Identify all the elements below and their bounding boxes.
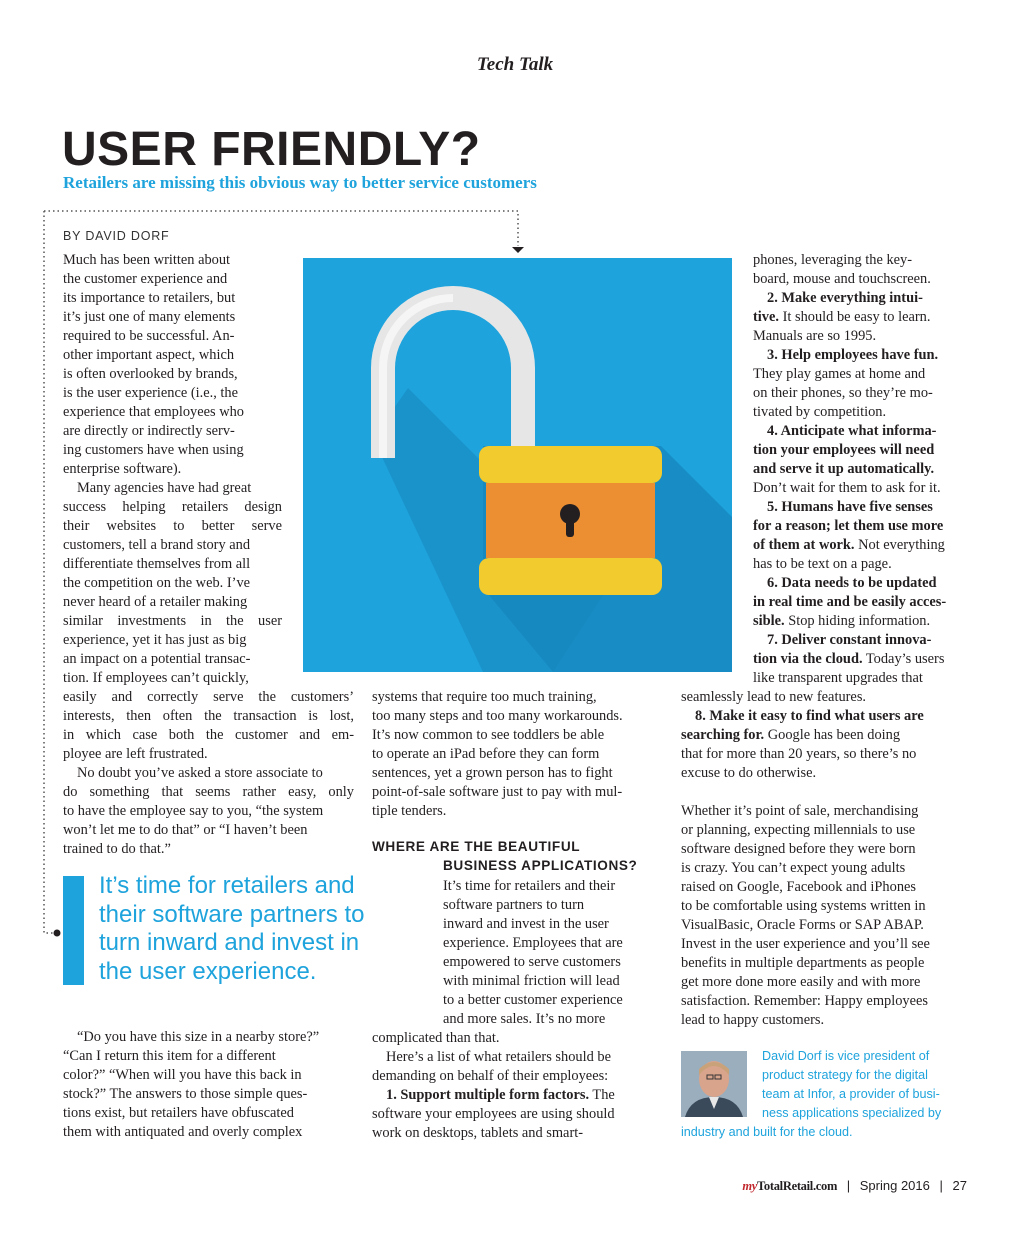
list-item-text: It should be easy to learn. — [778, 309, 931, 325]
list-line — [753, 327, 876, 346]
subheadline: Retailers are missing this obvious way to better service customers — [63, 173, 537, 192]
list-item-bold: 8. Make it easy to find what users are — [695, 708, 924, 724]
body-line: software partners to turn — [443, 897, 585, 913]
body-line: demanding on behalf of their employees: — [372, 1068, 609, 1084]
footer-separator: | — [846, 1178, 851, 1193]
list-item-text: that for more than 20 years, so there’s no — [681, 746, 917, 762]
list-line — [695, 707, 924, 726]
list-item-bold: 4. Anticipate what informa- — [767, 423, 937, 439]
list-item-text: They play games at home and — [753, 366, 926, 382]
body-line: them with antiquated and overly complex — [63, 1124, 303, 1140]
body-line: and more sales. It’s no more — [443, 1011, 606, 1027]
section-label: Tech Talk — [476, 54, 554, 75]
body-line: It’s now common to see toddlers be able — [372, 727, 605, 743]
list-item-bold: 6. Data needs to be updated — [767, 575, 937, 591]
list-line — [753, 441, 934, 460]
list-line — [753, 517, 943, 536]
body-line: is the user experience (i.e., the — [63, 385, 239, 401]
body-line: sentences, yet a grown person has to fight — [372, 765, 613, 781]
body-line: It’s time for retailers and their — [443, 878, 616, 894]
body-line: ployee are left frustrated. — [63, 746, 208, 762]
list-line — [767, 346, 938, 365]
body-line: raised on Google, Facebook and iPhones — [681, 879, 917, 895]
list-line — [767, 422, 936, 441]
body-line: experience, yet it has just as big — [63, 632, 247, 648]
body-line: stock?” The answers to those simple ques- — [63, 1086, 308, 1102]
author-portrait — [681, 1051, 747, 1117]
body-line: enterprise software). — [63, 461, 182, 477]
list-item-bold: searching for. — [681, 727, 765, 743]
list-item-bold: for a reason; let them use more — [753, 518, 944, 534]
list-item-text: Don’t wait for them to ask for it. — [753, 480, 941, 496]
body-line: in which case both the customer and em- — [63, 727, 354, 743]
body-line: lead to happy customers. — [681, 1012, 825, 1028]
list-item-text: like transparent upgrades that — [753, 670, 923, 686]
headline: USER FRIENDLY? — [62, 123, 481, 176]
author-bio-line: ness applications specialized by — [762, 1106, 942, 1120]
pull-quote-bar — [63, 876, 84, 985]
list-line — [753, 251, 912, 270]
body-line: won’t let me to do that” or “I haven’t been — [63, 822, 308, 838]
list-item-text: seamlessly lead to new features. — [681, 689, 867, 705]
body-line: empowered to serve customers — [443, 954, 621, 970]
body-line: Whether it’s point of sale, merchandising — [681, 803, 919, 819]
list-line — [753, 384, 933, 403]
body-line: Invest in the user experience and you’ll see — [681, 936, 930, 952]
body-line: Much has been written about — [63, 252, 231, 268]
list-item-bold: 1. Support multiple form factors. — [386, 1087, 590, 1103]
body-line: interests, then often the transaction is lost, — [63, 708, 354, 724]
list-item-text: Stop hiding information. — [784, 613, 931, 629]
body-line: software your employees are using should — [372, 1106, 615, 1122]
body-line: tion. If employees can’t quickly, — [63, 670, 249, 686]
list-item-bold: tion your employees will need — [753, 442, 935, 458]
list-line — [753, 612, 930, 631]
pull-quote-line: It’s time for retailers and — [99, 872, 355, 899]
list-item-text: board, mouse and touchscreen. — [753, 271, 931, 287]
list-line — [753, 536, 945, 555]
list-line — [681, 745, 916, 764]
body-line: ing customers have when using — [63, 442, 244, 458]
body-line: success helping retailers design — [63, 499, 282, 515]
body-line: experience that employees who — [63, 404, 245, 420]
list-line — [681, 726, 900, 745]
body-line: with minimal friction will lead — [443, 973, 620, 989]
body-line: are directly or indirectly serv- — [63, 423, 235, 439]
body-line: Here’s a list of what retailers should be — [386, 1049, 611, 1065]
list-line — [753, 460, 934, 479]
section-subhead: WHERE ARE THE BEAUTIFUL — [372, 839, 581, 854]
body-line: easily and correctly serve the customers’ — [63, 689, 354, 705]
body-line: never heard of a retailer making — [63, 594, 248, 610]
pull-quote-line: their software partners to — [99, 900, 365, 928]
footer-brand-my: my — [742, 1179, 758, 1193]
list-item-text: tivated by competition. — [753, 404, 887, 420]
list-item-text: phones, leveraging the key- — [753, 252, 913, 268]
body-line: benefits in multiple departments as people — [681, 955, 925, 971]
author-bio-line: David Dorf is vice president of — [762, 1049, 930, 1063]
list-item-text: The — [589, 1087, 615, 1103]
page-footer — [742, 1178, 967, 1194]
body-line: complicated than that. — [372, 1030, 500, 1046]
body-line: or planning, expecting millennials to use — [681, 822, 916, 838]
body-line: “Can I return this item for a different — [63, 1048, 276, 1064]
list-line — [753, 669, 923, 688]
list-line — [767, 631, 931, 650]
body-line: to be comfortable using systems written in — [681, 898, 926, 914]
body-line: point-of-sale software just to pay with mul- — [372, 784, 623, 800]
list-line — [753, 650, 944, 669]
list-line — [753, 270, 931, 289]
body-line: No doubt you’ve asked a store associate to — [77, 765, 323, 781]
list-item-bold: sible. — [753, 613, 785, 629]
list-item-bold: of them at work. — [753, 537, 855, 553]
list-item-text: Today’s users — [862, 651, 945, 667]
author-bio-line: product strategy for the digital — [762, 1068, 928, 1082]
section-subhead: BUSINESS APPLICATIONS? — [443, 858, 638, 873]
body-line: to have the employee say to you, “the system — [63, 803, 324, 819]
body-line: customers, tell a brand story and — [63, 537, 251, 553]
body-line: is often overlooked by brands, — [63, 366, 238, 382]
list-line — [753, 479, 941, 498]
body-line: the competition on the web. I’ve — [63, 575, 251, 591]
list-line — [753, 365, 925, 384]
list-item-text: Not everything — [854, 537, 945, 553]
byline: BY DAVID DORF — [63, 229, 170, 243]
list-item-bold: 7. Deliver constant innova- — [767, 632, 932, 648]
list-item-bold: 5. Humans have five senses — [767, 499, 933, 515]
list-item-bold: in real time and be easily acces- — [753, 594, 947, 610]
list-item-text: on their phones, so they’re mo- — [753, 385, 933, 401]
list-line — [753, 593, 946, 612]
pull-quote-line: turn inward and invest in — [99, 929, 360, 957]
list-item-bold: tion via the cloud. — [753, 651, 863, 667]
pull-quote — [99, 872, 364, 986]
author-bio-line: team at Infor, a provider of busi- — [762, 1087, 940, 1101]
list-item-bold: 3. Help employees have fun. — [767, 347, 939, 363]
body-line: VisualBasic, Oracle Forms or SAP ABAP. — [681, 917, 924, 933]
body-line: their websites to better serve — [63, 518, 282, 534]
list-item-bold: 2. Make everything intui- — [767, 290, 923, 306]
body-line: work on desktops, tablets and smart- — [372, 1125, 584, 1141]
list-line — [767, 289, 923, 308]
body-line: too many steps and too many workarounds. — [372, 708, 623, 724]
body-line: color?” “When will you have this back in — [63, 1067, 302, 1083]
body-line: required to be successful. An- — [63, 328, 235, 344]
list-item-1 — [386, 1086, 615, 1105]
body-line: get more done more easily and with more — [681, 974, 921, 990]
list-line — [753, 555, 892, 574]
body-line: “Do you have this size in a nearby store?” — [77, 1029, 320, 1045]
padlock-open-icon — [303, 258, 732, 672]
body-line: to operate an iPad before they can form — [372, 746, 600, 762]
body-line: differentiate themselves from all — [63, 556, 251, 572]
body-line: tiple tenders. — [372, 803, 447, 819]
body-line: satisfaction. Remember: Happy employees — [681, 993, 928, 1009]
list-item-text: Manuals are so 1995. — [753, 328, 877, 344]
list-item-text: Google has been doing — [764, 727, 901, 743]
body-line: tions exist, but retailers have obfuscated — [63, 1105, 294, 1121]
body-line: systems that require too much training, — [372, 689, 597, 705]
list-line — [767, 498, 933, 517]
footer-brand-name: TotalRetail.com — [757, 1179, 838, 1193]
body-line: trained to do that.” — [63, 841, 171, 857]
body-line: experience. Employees that are — [443, 935, 623, 951]
body-line: do something that seems rather easy, only — [63, 784, 354, 800]
body-line: is crazy. You can’t expect young adults — [681, 860, 906, 876]
pull-quote-line: the user experience. — [99, 957, 317, 985]
body-line: similar investments in the user — [63, 613, 282, 629]
list-line — [767, 574, 937, 593]
body-line: its importance to retailers, but — [63, 290, 236, 306]
footer-separator: | — [939, 1178, 943, 1193]
body-line: inward and invest in the user — [443, 916, 609, 932]
footer-page-number: 27 — [952, 1178, 967, 1193]
body-line: other important aspect, which — [63, 347, 235, 363]
body-line: an impact on a potential transac- — [63, 651, 251, 667]
footer-issue: Spring 2016 — [859, 1178, 930, 1193]
list-item-bold: tive. — [753, 309, 779, 325]
list-line — [753, 308, 930, 327]
padlock-illustration — [303, 258, 732, 672]
body-line: it’s just one of many elements — [63, 309, 236, 325]
footer-brand — [742, 1179, 837, 1193]
list-line — [753, 403, 886, 422]
body-line: to a better customer experience — [443, 992, 623, 1008]
list-item-bold: and serve it up automatically. — [753, 461, 935, 477]
list-line — [681, 764, 816, 783]
list-line — [681, 688, 866, 707]
list-item-text: has to be text on a page. — [753, 556, 892, 572]
body-line: software designed before they were born — [681, 841, 916, 857]
list-item-text: excuse to do otherwise. — [681, 765, 817, 781]
body-line: the customer experience and — [63, 271, 228, 287]
body-line: Many agencies have had great — [77, 480, 252, 496]
author-bio-line: industry and built for the cloud. — [681, 1125, 853, 1139]
